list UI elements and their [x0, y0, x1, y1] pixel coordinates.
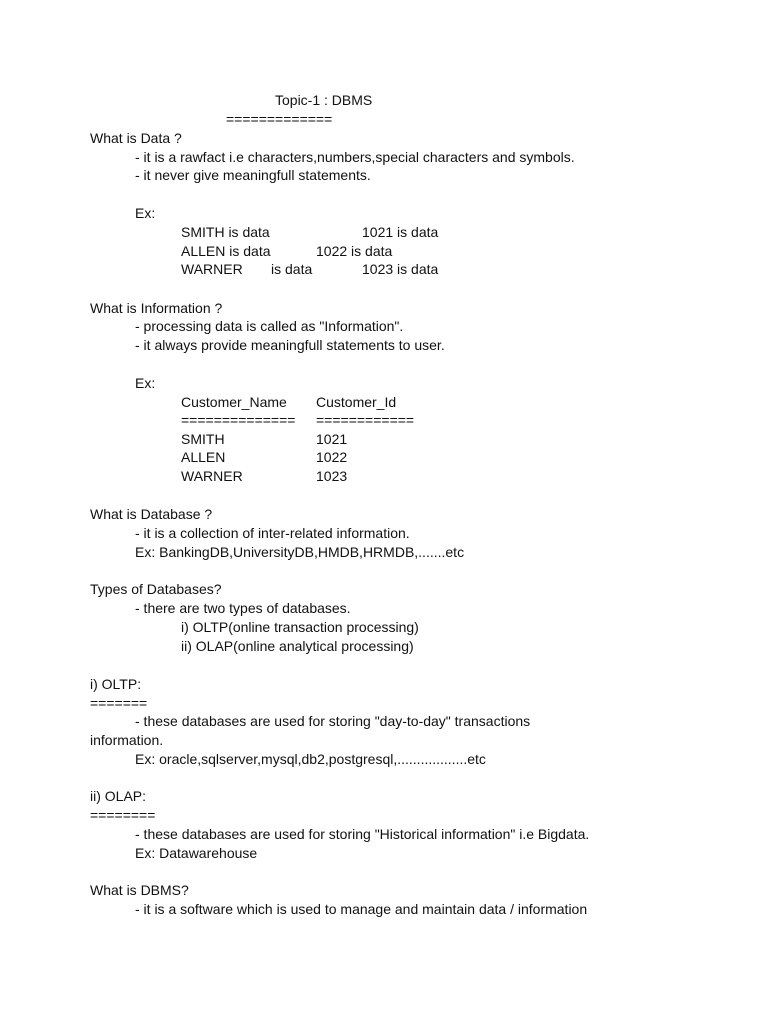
example-data-name: ALLEN is data: [181, 243, 271, 259]
bullet-point: - it is a software which is used to manage and maintain data / information: [135, 901, 588, 917]
bullet-point: - these databases are used for storing "Historical information" i.e Bigdata.: [135, 826, 590, 842]
page-title: Topic-1 : DBMS: [275, 92, 373, 108]
table-separator: ==============: [181, 412, 296, 428]
table-cell: WARNER: [181, 468, 243, 484]
example-line: Ex: Datawarehouse: [135, 845, 258, 861]
list-item: i) OLTP(online transaction processing): [181, 619, 419, 635]
section-heading: What is Data ?: [90, 130, 182, 146]
bullet-point: - processing data is called as "Information".: [135, 318, 404, 334]
section-heading: What is DBMS?: [90, 882, 189, 898]
section-heading: Types of Databases?: [90, 581, 222, 597]
example-label: Ex:: [135, 205, 156, 221]
example-label: Ex:: [135, 375, 156, 391]
section-heading: What is Database ?: [90, 506, 213, 522]
section-heading: What is Information ?: [90, 300, 223, 316]
table-separator: ============: [316, 412, 415, 428]
table-cell: ALLEN: [181, 449, 226, 465]
example-data-name: WARNER: [181, 261, 243, 277]
heading-underline: ========: [90, 807, 156, 823]
heading-underline: =======: [90, 695, 148, 711]
bullet-point: - it is a collection of inter-related information.: [135, 525, 410, 541]
table-cell: 1021: [316, 431, 348, 447]
example-data-id: 1021 is data: [362, 224, 439, 240]
section-heading: i) OLTP:: [90, 676, 142, 692]
table-cell: SMITH: [181, 431, 225, 447]
table-cell: 1023: [316, 468, 348, 484]
table-header: Customer_Id: [316, 394, 397, 410]
table-cell: 1022: [316, 449, 348, 465]
bullet-point: - it is a rawfact i.e characters,numbers,special characters and symbols.: [135, 149, 575, 165]
example-data-id: 1023 is data: [362, 261, 439, 277]
bullet-point: - it always provide meaningfull statements to user.: [135, 337, 445, 353]
example-data-suffix: is data: [271, 261, 313, 277]
section-heading: ii) OLAP:: [90, 788, 147, 804]
example-line: Ex: BankingDB,UniversityDB,HMDB,HRMDB,.......etc: [135, 544, 465, 560]
example-line: Ex: oracle,sqlserver,mysql,db2,postgresql,..................etc: [135, 751, 486, 767]
table-header: Customer_Name: [181, 394, 287, 410]
title-underline: =============: [226, 111, 333, 127]
example-data-id: 1022 is data: [316, 243, 393, 259]
example-data-name: SMITH is data: [181, 224, 270, 240]
bullet-point: - there are two types of databases.: [135, 600, 351, 616]
bullet-point-continuation: information.: [90, 732, 164, 748]
bullet-point: - these databases are used for storing "day-to-day" transactions: [135, 713, 531, 729]
bullet-point: - it never give meaningfull statements.: [135, 167, 371, 183]
list-item: ii) OLAP(online analytical processing): [181, 638, 414, 654]
